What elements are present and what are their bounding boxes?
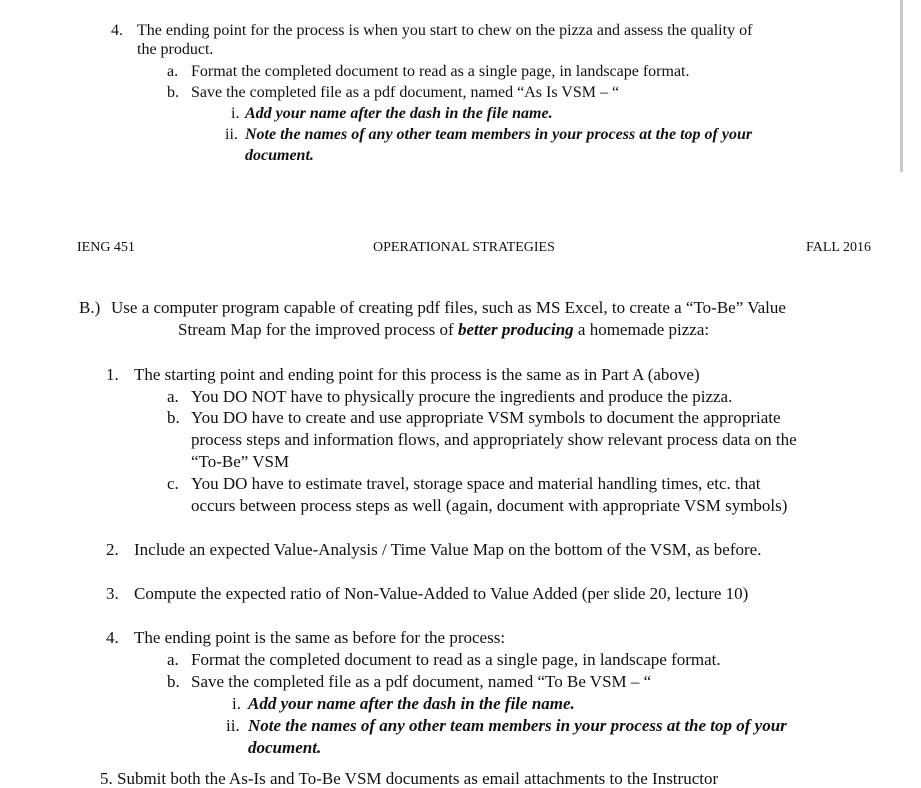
list-marker: a. (167, 387, 179, 406)
list-number: 2. (106, 540, 119, 559)
list-marker: ii. (226, 716, 240, 735)
list-item-text: the product. (137, 41, 214, 58)
list-marker: a. (167, 63, 179, 80)
emphasis-text: Note the names of any other team members in your process at the top of your (245, 126, 753, 143)
list-marker: a. (167, 650, 179, 669)
emphasis-text: document. (248, 738, 322, 757)
list-item-text: Compute the expected ratio of Non-Value-Added to Value Added (per slide 20, lecture 10) (134, 584, 749, 603)
list-marker: b. (167, 84, 179, 101)
list-marker: ii. (225, 126, 238, 143)
emphasis-text: Add your name after the dash in the file name. (245, 105, 553, 122)
header-title: OPERATIONAL STRATEGIES (373, 240, 555, 255)
emphasis-text: better producing (457, 320, 574, 339)
list-marker: b. (167, 408, 180, 427)
emphasis-text: document. (245, 147, 314, 164)
emphasis-text: Note the names of any other team members in your process at the top of your (248, 716, 787, 735)
list-number: 4. (111, 22, 123, 39)
list-number: 1. (106, 365, 119, 384)
list-number: 4. (106, 628, 119, 647)
section-label: B.) (79, 298, 101, 317)
emphasis-text: Add your name after the dash in the file name. (248, 694, 575, 713)
list-item-text: Save the completed file as a pdf document, named “As Is VSM – “ (191, 84, 620, 101)
list-item-text: Save the completed file as a pdf document, named “To Be VSM – “ (191, 672, 652, 691)
list-item-text: You DO NOT have to physically procure the ingredients and produce the pizza. (191, 387, 733, 406)
clipped-line: 5. Submit both the As-Is and To-Be VSM documents as email attachments to the Instructor (100, 769, 719, 788)
list-marker: i. (231, 105, 240, 122)
list-item-text: You DO have to create and use appropriate VSM symbols to document the appropriate (191, 408, 781, 427)
list-number: 3. (106, 584, 119, 603)
list-item-text: “To-Be” VSM (191, 452, 290, 471)
list-item-text: You DO have to estimate travel, storage space and material handling times, etc. that (191, 474, 761, 493)
paragraph-line: Use a computer program capable of creating pdf files, such as MS Excel, to create a “To-Be” Value (111, 298, 786, 317)
list-item-text: occurs between process steps as well (again, document with appropriate VSM symbols) (191, 496, 788, 515)
list-item-text: The ending point is the same as before for the process: (134, 628, 506, 647)
list-marker: b. (167, 672, 180, 691)
list-marker: i. (232, 694, 241, 713)
list-item-text: The ending point for the process is when you start to chew on the pizza and assess the quality of (137, 22, 753, 39)
paragraph-line: Stream Map for the improved process of better producing a homemade pizza: (178, 320, 710, 339)
list-item-text: Format the completed document to read as a single page, in landscape format. (191, 63, 690, 80)
header-course: IENG 451 (77, 240, 135, 255)
header-term: FALL 2016 (806, 240, 871, 255)
list-item-text: process steps and information flows, and appropriately show relevant process data on the (191, 430, 797, 449)
list-item-text: Format the completed document to read as a single page, in landscape format. (191, 650, 721, 669)
list-item-text: The starting point and ending point for this process is the same as in Part A (above) (134, 365, 700, 384)
scrollbar[interactable] (900, 0, 903, 172)
list-marker: c. (167, 474, 179, 493)
list-item-text: Include an expected Value-Analysis / Time Value Map on the bottom of the VSM, as before. (134, 540, 762, 559)
